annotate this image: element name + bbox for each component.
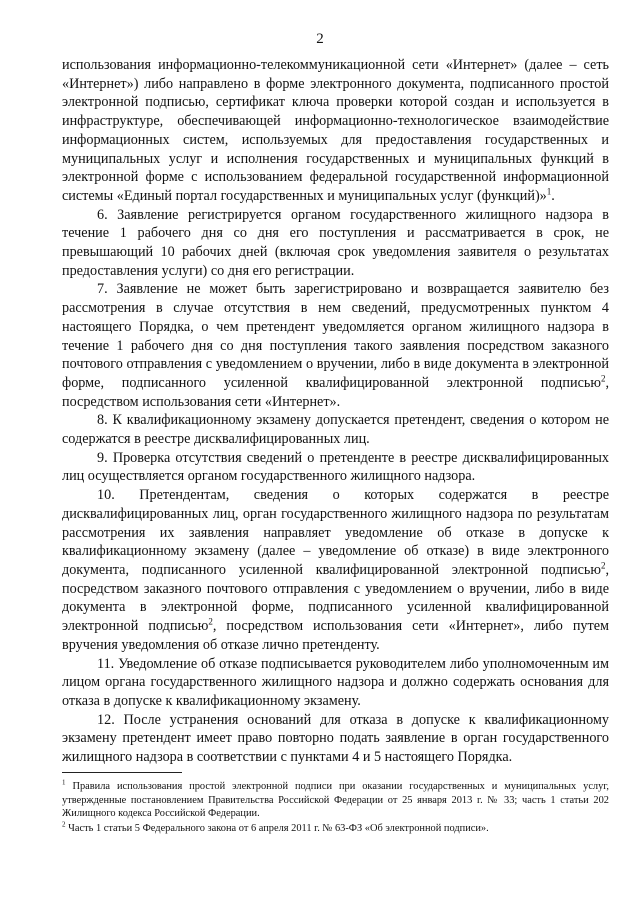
- footnote: [62, 780, 609, 821]
- page-number: 2: [316, 31, 324, 47]
- footnote: [62, 822, 609, 836]
- paragraph-text: использования информационно-телекоммуникационной сети «Интернет» (далее – сеть «Интернет») либо направлено в форме электронного документа, подписанного простой электронной подписью, сертификат ключа проверки которой создан и используется в инфраструктуре, обеспечивающей информационно-технологическое взаимодействие информационных систем, используемых для предоставления государственных и муниципальных услуг и исполнения государственных и муниципальных функций в электронной форме с использованием федеральной государственной информационной системы «Единый портал государственных и муниципальных услуг (функций)»: [62, 57, 609, 204]
- paragraph-text: 10. Претендентам, сведения о которых содержатся в реестре дисквалифицированных лиц, орган государственного жилищного надзора по результатам рассмотрения их заявления направляет уведомление об отказе в допуске к квалификационному экзамену (далее – уведомление об отказе) в виде электронного документа, подписанного усиленной квалифицированной электронной подписью: [62, 487, 609, 578]
- paragraph: [62, 280, 609, 411]
- paragraph-text: 6. Заявление регистрируется органом государственного жилищного надзора в течение 1 рабочего дня со дня его поступления и рассматривается в срок, не превышающий 10 рабочих дней (включая срок уведомления заявителя о результатах предоставления услуги) со дня его регистрации.: [62, 206, 609, 279]
- footnote-text: Часть 1 статьи 5 Федерального закона от 6 апреля 2011 г. № 63-ФЗ «Об электронной подписи».: [65, 822, 489, 834]
- paragraph-text: .: [551, 187, 555, 204]
- paragraph-text: , посредством заказного почтового отправления с уведомлением о вручении, либо в виде документа в электронной форме, подписанного усиленной квалифицированной электронной подписью: [62, 561, 609, 635]
- paragraph: [62, 711, 609, 767]
- footnote-separator: [62, 772, 182, 773]
- footnote-reference[interactable]: 1: [546, 186, 552, 197]
- footnote-reference[interactable]: 2: [600, 373, 606, 384]
- paragraph: [62, 655, 609, 711]
- paragraph-text: 12. После устранения оснований для отказа в допуске к квалификационному экзамену претендент имеет право повторно подать заявление в орган государственного жилищного надзора в соответствии с пунктами 4 и 5 настоящего Порядка.: [62, 711, 609, 766]
- paragraph-text: 7. Заявление не может быть зарегистрировано и возвращается заявителю без рассмотрения в случае отсутствия в нем сведений, предусмотренных пунктом 4 настоящего Порядка, о чем претендент уведомляется органом жилищного надзора в течение 1 рабочего дня со дня поступления такого заявления посредством заказного почтового отправления с уведомлением о вручении, либо в виде документа в электронной форме, подписанного усиленной квалифицированной электронной подписью: [62, 281, 609, 391]
- footnote-marker: 2: [62, 820, 66, 829]
- footnote-text: Правила использования простой электронной подписи при оказании государственных и муниципальных услуг, утвержденные постановлением Правительства Российской Федерации от 25 января 2013 г. № 33; часть 1 статьи 202 Жилищного кодекса Российской Федерации.: [62, 781, 609, 820]
- paragraph: [62, 449, 609, 486]
- paragraph-text: 8. К квалификационному экзамену допускается претендент, сведения о котором не содержатся в реестре дисквалифицированных лиц.: [62, 412, 609, 448]
- document-body: [62, 56, 609, 767]
- paragraph-text: , посредством использования сети «Интернет».: [62, 374, 609, 410]
- footnote-reference[interactable]: 2: [600, 560, 606, 571]
- paragraph-text: 11. Уведомление об отказе подписывается руководителем либо уполномоченным им лицом органа государственного жилищного надзора и должно содержать основания для отказа в допуске к квалификационному экзамену.: [62, 655, 609, 709]
- paragraph: [62, 56, 609, 206]
- paragraph-text: , посредством использования сети «Интернет», либо путем вручения уведомления об отказе лично претенденту.: [62, 618, 609, 653]
- paragraph: [62, 206, 609, 281]
- footnote-reference[interactable]: 2: [208, 616, 213, 627]
- paragraph: [62, 486, 609, 654]
- paragraph: [62, 411, 609, 448]
- footnotes-section: [62, 780, 609, 836]
- paragraph-text: 9. Проверка отсутствия сведений о претенденте в реестре дисквалифицированных лиц осуществляется органом государственного жилищного надзора.: [62, 449, 609, 485]
- footnote-marker: 1: [62, 778, 66, 787]
